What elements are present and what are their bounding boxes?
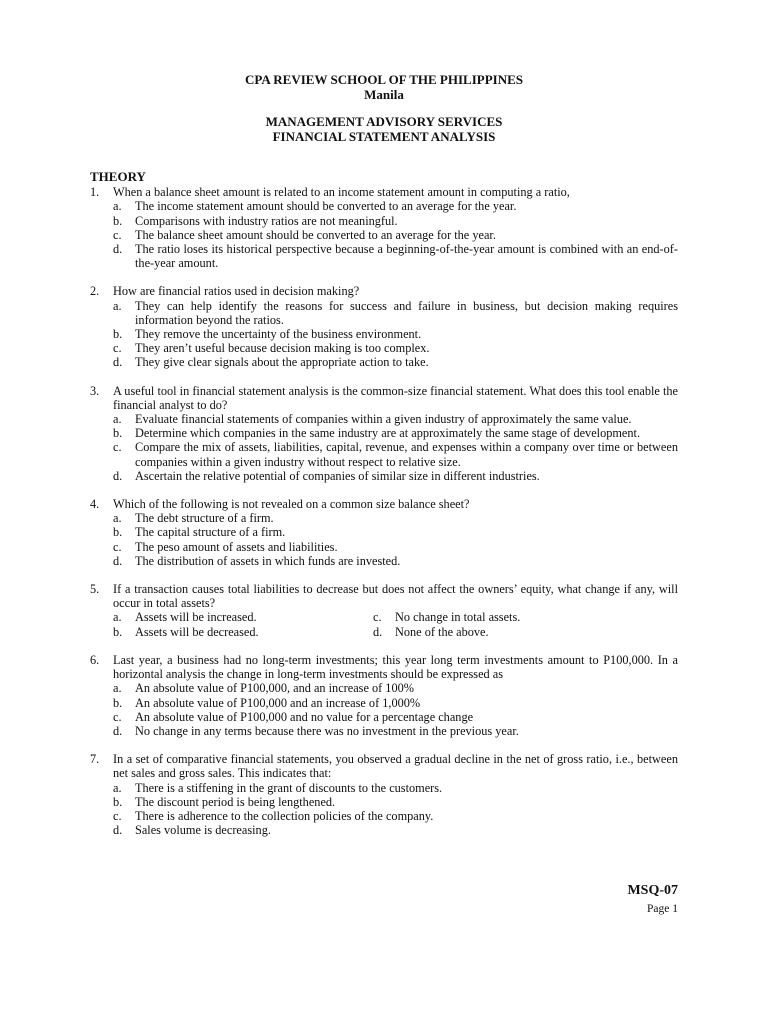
option-text: They aren’t useful because decision making is too complex.: [135, 341, 430, 356]
option-letter: d.: [113, 823, 123, 838]
question-7: [90, 752, 678, 837]
document-body: [90, 170, 678, 851]
question-text: When a balance sheet amount is related to an income statement amount in computing a ratio,: [113, 185, 570, 200]
option-letter: c.: [113, 808, 122, 823]
page-number: Page 1: [647, 903, 678, 915]
question-text: Which of the following is not revealed on a common size balance sheet?: [113, 497, 470, 512]
question-text: How are financial ratios used in decision making?: [113, 284, 360, 299]
option: [113, 610, 373, 624]
question-number: 2.: [90, 284, 100, 299]
option: [373, 610, 678, 624]
question-number: 7.: [90, 752, 100, 767]
option: [113, 341, 678, 355]
question-number: 5.: [90, 582, 100, 597]
question-number: 3.: [90, 383, 100, 398]
question-6: [90, 653, 678, 738]
question-number: 1.: [90, 185, 100, 200]
option-text: The ratio loses its historical perspective because a beginning-of-the-year amount is combined with an end-of-the-year amount.: [135, 242, 678, 271]
question-number: 4.: [90, 497, 100, 512]
option-letter: c.: [113, 539, 122, 554]
option-text: Assets will be increased.: [135, 610, 257, 625]
option-text: They remove the uncertainty of the business environment.: [135, 327, 422, 342]
option: [113, 809, 678, 823]
option: [113, 242, 678, 270]
option-text: There is a stiffening in the grant of discounts to the customers.: [135, 780, 443, 795]
option-text: No change in total assets.: [395, 610, 521, 625]
question-text: A useful tool in financial statement analysis is the common-size financial statement. What does this tool enable the financial analyst to do?: [113, 383, 678, 412]
option-letter: d.: [113, 242, 123, 257]
question-4: [90, 497, 678, 568]
option-text: The debt structure of a firm.: [135, 511, 274, 526]
option: [113, 540, 678, 554]
question-text: Last year, a business had no long-term investments; this year long term investments amount to P100,000. In a horizontal analysis the change in long-term investments should be expressed as: [113, 652, 678, 682]
option-letter: b.: [113, 695, 123, 710]
section-title: THEORY: [90, 169, 146, 184]
question-3: [90, 384, 678, 483]
option-text: None of the above.: [395, 624, 489, 639]
option: [113, 412, 678, 426]
option: [113, 299, 678, 327]
option-letter: b.: [113, 525, 123, 540]
option-text: The distribution of assets in which funds are invested.: [135, 553, 401, 568]
topic-title: FINANCIAL STATEMENT ANALYSIS: [272, 129, 496, 144]
option-text: Compare the mix of assets, liabilities, capital, revenue, and expenses within a company over time or between companies within a given industry without respect to relative size.: [135, 440, 678, 469]
school-name: CPA REVIEW SCHOOL OF THE PHILIPPINES: [245, 72, 523, 87]
option-text: Assets will be decreased.: [135, 624, 259, 639]
option: [113, 554, 678, 568]
option-letter: d.: [113, 468, 123, 483]
option-text: They give clear signals about the appropriate action to take.: [135, 355, 429, 370]
option-letter: b.: [113, 213, 123, 228]
option-letter: c.: [373, 610, 382, 625]
question-text: If a transaction causes total liabilities to decrease but does not affect the owners’ equity, what change if any, will occur in total assets?: [113, 582, 678, 611]
option-letter: a.: [113, 780, 122, 795]
option: [113, 511, 678, 525]
option: [113, 625, 373, 639]
option: [113, 469, 678, 483]
option-letter: b.: [113, 794, 123, 809]
option: [113, 214, 678, 228]
option-grid: [113, 610, 678, 638]
option-text: The income statement amount should be converted to an average for the year.: [135, 199, 517, 214]
option: [113, 724, 678, 738]
option-text: No change in any terms because there was no investment in the previous year.: [135, 723, 519, 738]
option-letter: b.: [113, 327, 123, 342]
option-letter: d.: [113, 723, 123, 738]
option-letter: b.: [113, 426, 123, 441]
option: [113, 795, 678, 809]
question-5: [90, 582, 678, 639]
option-letter: a.: [113, 199, 122, 214]
option: [113, 710, 678, 724]
option-letter: c.: [113, 227, 122, 242]
document-code: MSQ-07: [627, 883, 678, 898]
city-name: Manila: [364, 87, 404, 102]
option-text: There is adherence to the collection policies of the company.: [135, 808, 434, 823]
option-letter: d.: [113, 355, 123, 370]
question-1: [90, 185, 678, 270]
option-text: The capital structure of a firm.: [135, 525, 286, 540]
option-text: The balance sheet amount should be converted to an average for the year.: [135, 227, 496, 242]
question-text: In a set of comparative financial statements, you observed a gradual decline in the net of gross ratio, i.e., between net sales and gross sales. This indicates that:: [113, 752, 678, 781]
option: [113, 525, 678, 539]
option-letter: c.: [113, 709, 122, 724]
option: [113, 228, 678, 242]
option: [113, 426, 678, 440]
option-letter: a.: [113, 681, 122, 696]
option-text: Evaluate financial statements of companies within a given industry of approximately the same value.: [135, 412, 632, 427]
option-letter: c.: [113, 341, 122, 356]
option-text: The peso amount of assets and liabilities.: [135, 539, 338, 554]
option: [113, 696, 678, 710]
question-2: [90, 284, 678, 369]
option-text: Sales volume is decreasing.: [135, 823, 271, 838]
option: [113, 823, 678, 837]
subject-title: MANAGEMENT ADVISORY SERVICES: [265, 114, 503, 129]
option-text: An absolute value of P100,000 and no value for a percentage change: [135, 709, 474, 724]
option: [113, 327, 678, 341]
option-letter: c.: [113, 440, 122, 455]
option-text: Ascertain the relative potential of companies of similar size in different industries.: [135, 468, 540, 483]
option-letter: d.: [373, 624, 383, 639]
question-number: 6.: [90, 652, 100, 667]
option: [113, 781, 678, 795]
option-letter: a.: [113, 298, 122, 313]
option-text: Comparisons with industry ratios are not meaningful.: [135, 213, 398, 228]
option-text: The discount period is being lengthened.: [135, 794, 336, 809]
option: [113, 199, 678, 213]
option-letter: a.: [113, 412, 122, 427]
document-header: [0, 72, 768, 144]
option-letter: a.: [113, 511, 122, 526]
option-text: Determine which companies in the same industry are at approximately the same stage of development.: [135, 426, 641, 441]
option-letter: d.: [113, 553, 123, 568]
option-text: An absolute value of P100,000, and an increase of 100%: [135, 681, 414, 696]
option-letter: a.: [113, 610, 122, 625]
option-letter: b.: [113, 624, 123, 639]
option: [113, 355, 678, 369]
option: [113, 681, 678, 695]
option-text: They can help identify the reasons for success and failure in business, but decision making requires information beyond the ratios.: [135, 298, 678, 327]
option: [373, 625, 678, 639]
option: [113, 440, 678, 468]
option-text: An absolute value of P100,000 and an increase of 1,000%: [135, 695, 421, 710]
